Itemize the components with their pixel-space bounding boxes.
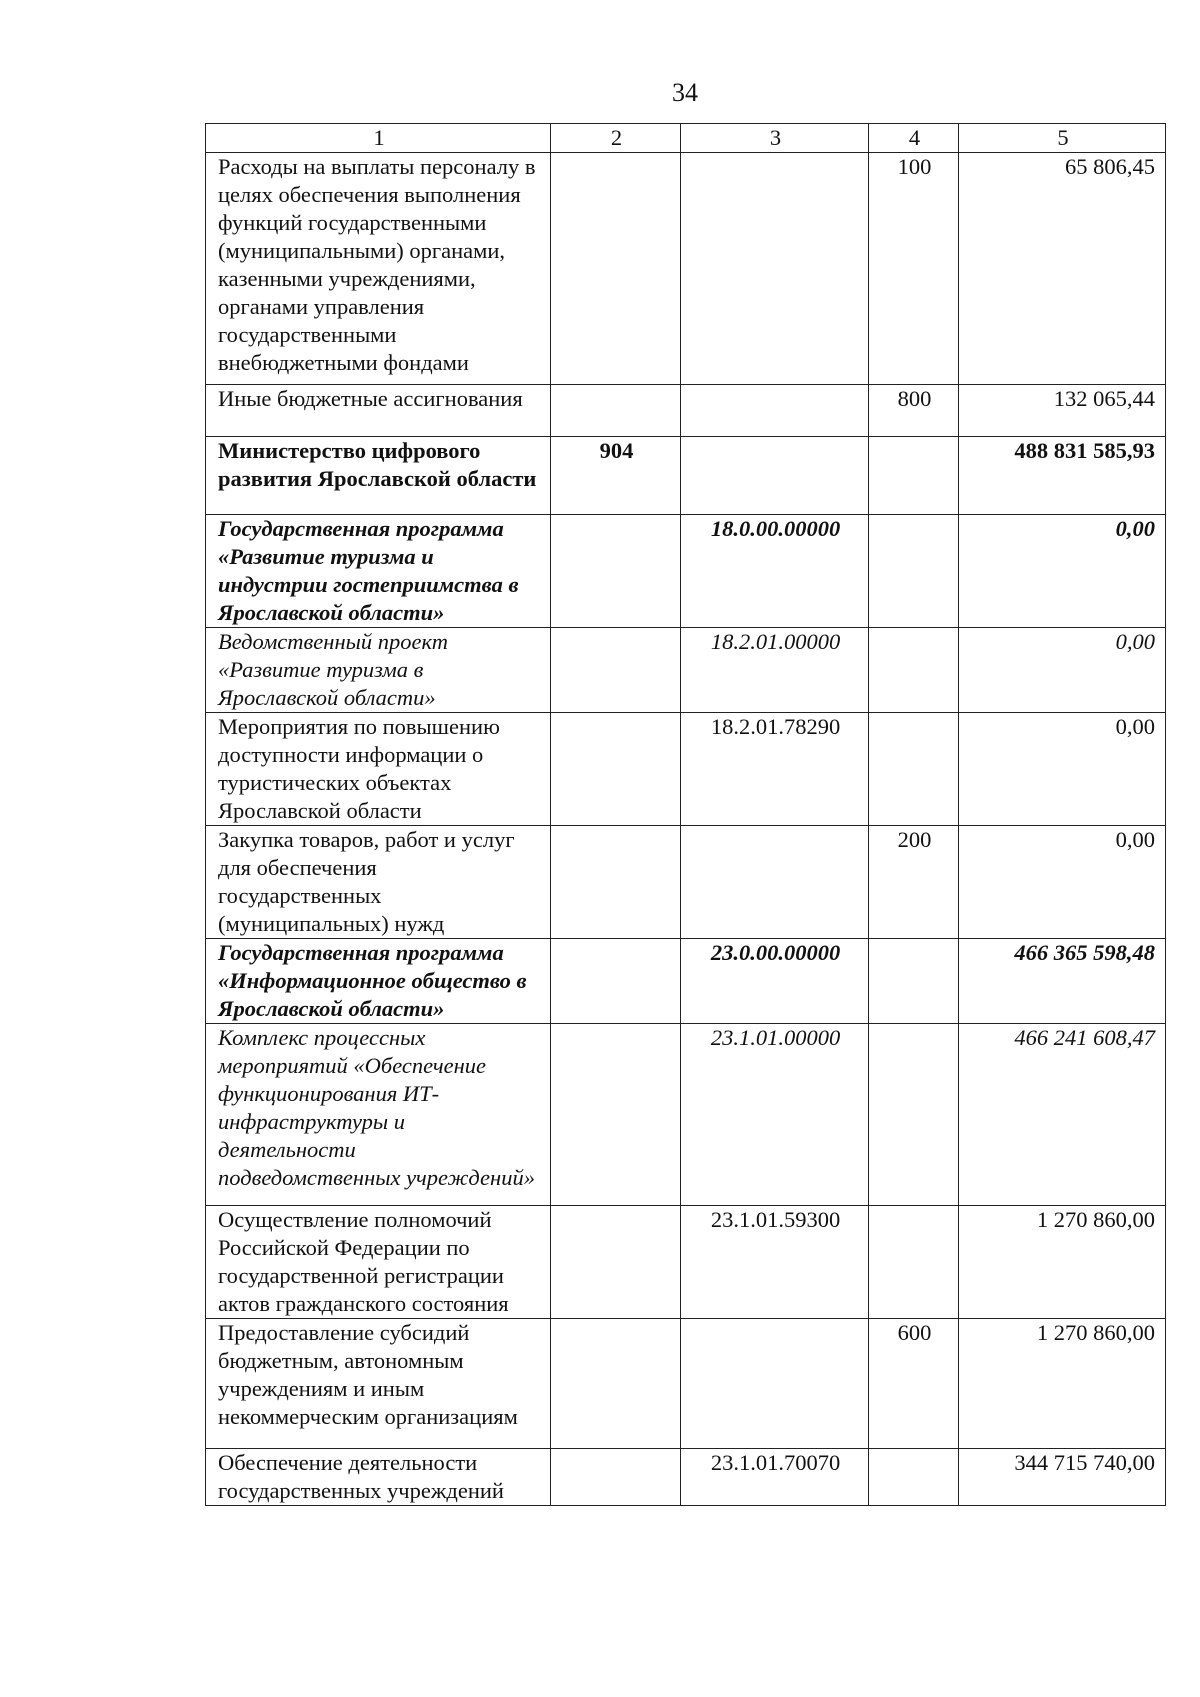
row-name: Обеспечение деятельности государственных учреждений [206, 1449, 551, 1506]
row-name: Государственная программа «Информационное общество в Ярославской области» [206, 939, 551, 1024]
row-code-4: 200 [869, 826, 959, 939]
row-code-3: 18.2.01.00000 [681, 628, 869, 713]
row-name: Осуществление полномочий Российской Федерации по государственной регистрации актов гражданского состояния [206, 1206, 551, 1319]
row-code-3 [681, 153, 869, 385]
table-row [206, 437, 1166, 515]
row-code-2 [551, 1206, 681, 1319]
row-code-2 [551, 628, 681, 713]
column-header-5: 5 [959, 124, 1166, 153]
budget-table [205, 123, 1166, 1506]
row-code-2 [551, 1319, 681, 1449]
table-row [206, 939, 1166, 1024]
row-code-2: 904 [551, 437, 681, 515]
column-header-2: 2 [551, 124, 681, 153]
row-code-2 [551, 515, 681, 628]
row-name: Комплекс процессных мероприятий «Обеспечение функционирования ИТ-инфраструктуры и деятельности подведомственных учреждений» [206, 1024, 551, 1206]
row-code-3: 23.0.00.00000 [681, 939, 869, 1024]
row-code-2 [551, 153, 681, 385]
column-header-4: 4 [869, 124, 959, 153]
row-amount: 0,00 [959, 826, 1166, 939]
row-amount: 1 270 860,00 [959, 1319, 1166, 1449]
row-code-3 [681, 1319, 869, 1449]
header-row [206, 124, 1166, 153]
table-row [206, 826, 1166, 939]
row-amount: 1 270 860,00 [959, 1206, 1166, 1319]
row-name: Иные бюджетные ассигнования [206, 385, 551, 437]
row-name: Ведомственный проект «Развитие туризма в Ярославской области» [206, 628, 551, 713]
table-row [206, 385, 1166, 437]
table-row [206, 1319, 1166, 1449]
row-code-4 [869, 1024, 959, 1206]
table-row [206, 628, 1166, 713]
row-code-2 [551, 1024, 681, 1206]
row-code-4 [869, 628, 959, 713]
row-code-4 [869, 1206, 959, 1319]
row-code-2 [551, 826, 681, 939]
row-name: Государственная программа «Развитие туризма и индустрии гостеприимства в Ярославской области» [206, 515, 551, 628]
row-code-4 [869, 713, 959, 826]
row-amount: 0,00 [959, 628, 1166, 713]
row-code-3: 23.1.01.00000 [681, 1024, 869, 1206]
row-code-4 [869, 437, 959, 515]
row-code-4 [869, 1449, 959, 1506]
row-name: Предоставление субсидий бюджетным, автономным учреждениям и иным некоммерческим организациям [206, 1319, 551, 1449]
row-code-2 [551, 939, 681, 1024]
table-row [206, 1449, 1166, 1506]
row-amount: 0,00 [959, 515, 1166, 628]
row-code-2 [551, 385, 681, 437]
row-code-3: 18.2.01.78290 [681, 713, 869, 826]
row-name: Закупка товаров, работ и услуг для обеспечения государственных (муниципальных) нужд [206, 826, 551, 939]
row-name: Расходы на выплаты персоналу в целях обеспечения выполнения функций государственными (муниципальными) органами, казенными учреждениями, органами управления государственными внебюджетными фондами [206, 153, 551, 385]
row-name: Мероприятия по повышению доступности информации о туристических объектах Ярославской области [206, 713, 551, 826]
row-amount: 132 065,44 [959, 385, 1166, 437]
row-code-4 [869, 515, 959, 628]
row-code-3: 18.0.00.00000 [681, 515, 869, 628]
table-row [206, 515, 1166, 628]
row-amount: 0,00 [959, 713, 1166, 826]
row-name: Министерство цифрового развития Ярославской области [206, 437, 551, 515]
row-code-2 [551, 713, 681, 826]
table-row [206, 1024, 1166, 1206]
row-code-3 [681, 385, 869, 437]
column-header-1: 1 [206, 124, 551, 153]
row-amount: 488 831 585,93 [959, 437, 1166, 515]
column-header-3: 3 [681, 124, 869, 153]
page-number: 34 [672, 78, 698, 107]
row-code-3 [681, 437, 869, 515]
row-code-3 [681, 826, 869, 939]
row-amount: 466 241 608,47 [959, 1024, 1166, 1206]
row-code-2 [551, 1449, 681, 1506]
row-amount: 466 365 598,48 [959, 939, 1166, 1024]
row-amount: 344 715 740,00 [959, 1449, 1166, 1506]
row-code-4 [869, 939, 959, 1024]
row-amount: 65 806,45 [959, 153, 1166, 385]
row-code-4: 600 [869, 1319, 959, 1449]
row-code-4: 100 [869, 153, 959, 385]
row-code-3: 23.1.01.70070 [681, 1449, 869, 1506]
row-code-3: 23.1.01.59300 [681, 1206, 869, 1319]
table-row [206, 713, 1166, 826]
row-code-4: 800 [869, 385, 959, 437]
table-row [206, 153, 1166, 385]
table-row [206, 1206, 1166, 1319]
